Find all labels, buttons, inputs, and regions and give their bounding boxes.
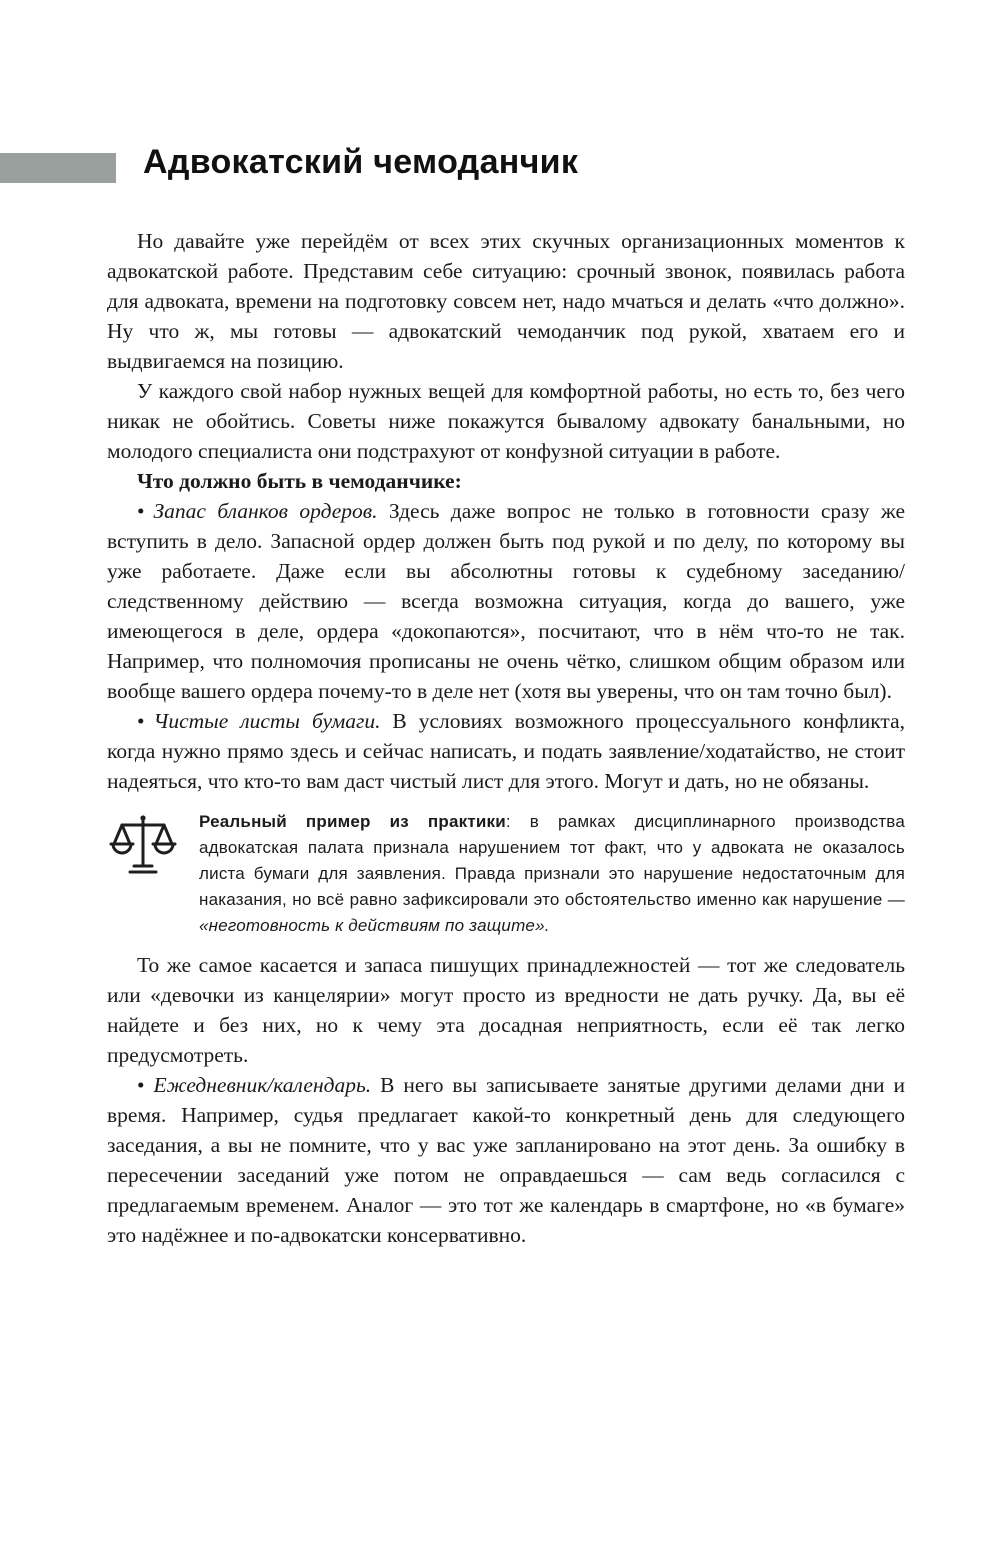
bullet-term-diary-calendar: Ежедневник/календарь. xyxy=(153,1073,372,1097)
bullet-mark: • xyxy=(137,709,145,733)
bullet-text-diary-calendar: В него вы записываете занятые другими делами дни и время. Например, судья предлагает какой-то конкретный день для следующего заседания, а вы не помните, что у вас уже запланировано на этот день. За ошибку в пересечении заседаний уже потом не оправдаешься — сам ведь согласился с предлагаемым временем. Аналог — это тот же календарь в смартфоне, но «в бумаге» это надёжнее и по-адвокатски консервативно. xyxy=(107,1073,905,1247)
paragraph-intro-2: У каждого свой набор нужных вещей для комфортной работы, но есть то, без чего никак не обойтись. Советы ниже покажутся бывалому адвокату банальными, но молодого специалиста они подстрахуют от конфузной ситуации в работе. xyxy=(107,379,905,463)
paragraph-intro-1: Но давайте уже перейдём от всех этих скучных организационных моментов к адвокатской работе. Представим себе ситуацию: срочный звонок, появилась работа для адвоката, времени на подготовку совсем нет, надо мчаться и делать «что должно». Ну что ж, мы готовы — адвокатский чемоданчик под рукой, хватаем его и выдвигаемся на позицию. xyxy=(107,229,905,373)
bullet-item-blank-sheets xyxy=(107,706,905,796)
example-body: : в рамках дисциплинарного производства адвокатская палата признала нарушением тот факт, что у адвоката не оказалось листа бумаги для заявления. Правда признали это нарушение недостаточным для наказания, но всё равно зафиксировали это обстоятельство именно как нарушение — xyxy=(199,812,905,909)
bullet-mark: • xyxy=(137,499,145,523)
bullet-item-diary-calendar xyxy=(107,1070,905,1250)
example-lead: Реальный пример из практики xyxy=(199,812,506,831)
bullet-item-order-blanks xyxy=(107,496,905,706)
bullet-mark: • xyxy=(137,1073,145,1097)
practice-example-text xyxy=(199,809,905,939)
paragraph-writing-supplies: То же самое касается и запаса пишущих принадлежностей — тот же следователь или «девочки из канцелярии» могут просто из вредности не дать ручку. Да, вы её найдете и без них, но к чему эта досадная неприятность, если её так легко предусмотреть. xyxy=(107,953,905,1067)
practice-example-block xyxy=(107,809,905,939)
page-title: Адвокатский чемоданчик xyxy=(143,143,579,181)
list-subheading: Что должно быть в чемоданчике: xyxy=(137,469,462,493)
chapter-marker-bar xyxy=(0,153,116,183)
bullet-term-blank-sheets: Чистые листы бумаги. xyxy=(153,709,381,733)
bullet-text-blank-sheets: В условиях возможного процессуального конфликта, когда нужно прямо здесь и сейчас написать, и подать заявление/ходатайство, не стоит надеяться, что кто-то вам даст чистый лист для этого. Могут и дать, но не обязаны. xyxy=(107,709,905,793)
example-emphasis: «неготовность к действиям по защите». xyxy=(199,916,550,935)
page-content xyxy=(107,226,905,1250)
scales-of-justice-icon xyxy=(107,809,199,879)
bullet-term-order-blanks: Запас бланков ордеров. xyxy=(153,499,378,523)
bullet-text-order-blanks: Здесь даже вопрос не только в готовности сразу же вступить в дело. Запасной ордер должен быть под рукой и по делу, по которому вы уже работаете. Даже если вы абсолютны готовы к судебному заседанию/следственному действию — всегда возможна ситуация, когда до вашего, уже имеющегося в деле, ордера «докопаются», посчитают, что в нём что-то не так. Например, что полномочия прописаны не очень чётко, слишком общим образом или вообще вашего ордера почему-то в деле нет (хотя вы уверены, что он там точно был). xyxy=(107,499,905,703)
